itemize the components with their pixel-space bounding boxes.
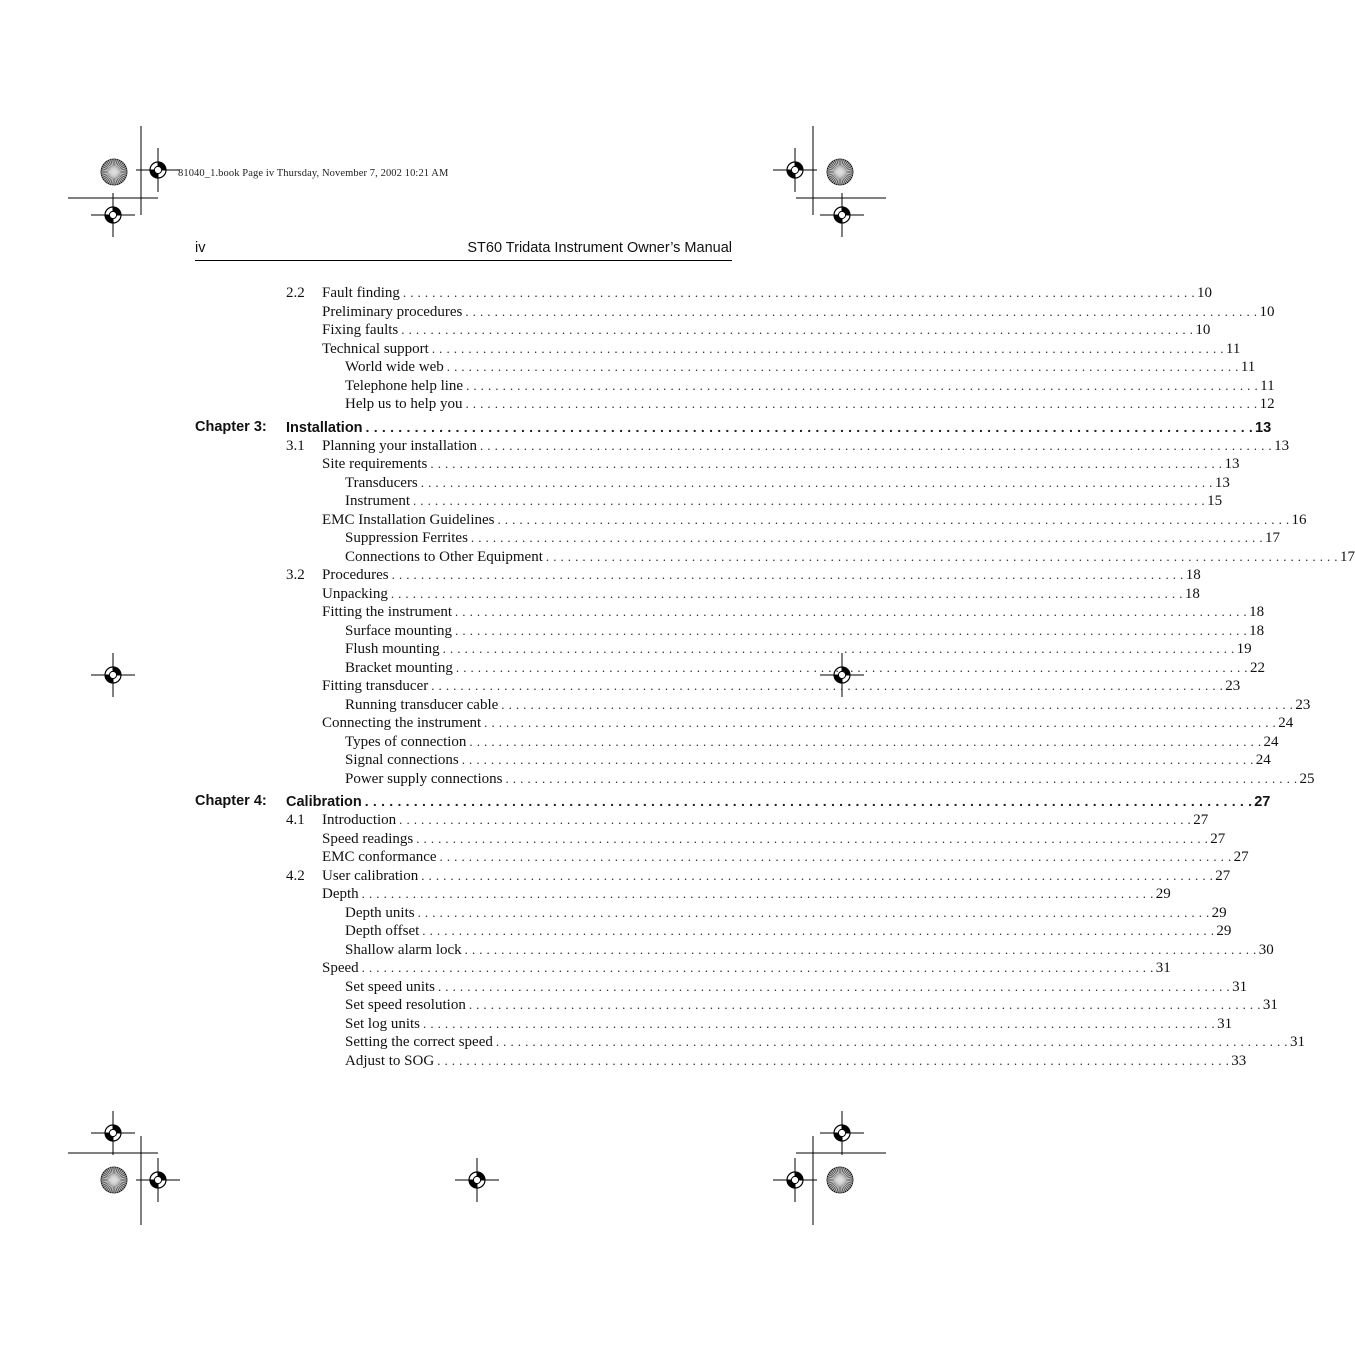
page-reference: 10 <box>1196 285 1212 301</box>
dot-leader: . . . . . . . . . . . . . . . . . . . . . . . . . . . . . . . . . . . . . . . . . . . . . . . . . . . . . . . . . . . . . . . . . . . . . . . . . . . . . . . . . . . . . . . . . . . . . . . . . . . . . . . . . . . . . <box>455 622 1248 638</box>
dot-leader: . . . . . . . . . . . . . . . . . . . . . . . . . . . . . . . . . . . . . . . . . . . . . . . . . . . . . . . . . . . . . . . . . . . . . . . . . . . . . . . . . . . . . . . . . . . . . . . . . . . . . . . . . . . . . <box>420 474 1213 490</box>
page-reference: 25 <box>1299 770 1315 787</box>
toc-entry-row <box>195 885 1171 904</box>
toc-entry-row <box>195 751 1271 770</box>
toc-entry <box>286 418 1272 438</box>
page-reference: 27 <box>1254 794 1271 810</box>
toc-entry <box>345 733 1279 752</box>
toc-entry <box>345 377 1275 396</box>
entry-title: Site requirements <box>322 456 428 472</box>
toc-entry <box>322 455 1240 474</box>
toc-entry <box>322 284 1212 303</box>
toc-entry <box>345 751 1271 770</box>
entry-title: Instrument <box>345 493 410 509</box>
toc-entry-row <box>195 1015 1233 1034</box>
page-reference: 27 <box>1210 830 1226 847</box>
page-reference: 17 <box>1339 548 1355 565</box>
toc-entry-row <box>195 696 1311 715</box>
page-reference: 18 <box>1185 567 1201 583</box>
entry-title: Fault finding <box>322 285 400 301</box>
toc-entry-row <box>195 529 1280 548</box>
page-reference: 16 <box>1291 511 1307 528</box>
toc-entry-row <box>195 830 1226 849</box>
entry-title: Running transducer cable <box>345 696 499 713</box>
toc-entry <box>345 548 1355 567</box>
page-reference: 13 <box>1224 456 1240 472</box>
toc-entry-row <box>195 733 1279 752</box>
dot-leader: . . . . . . . . . . . . . . . . . . . . . . . . . . . . . . . . . . . . . . . . . . . . . . . . . . . . . . . . . . . . . . . . . . . . . . . . . . . . . . . . . . . . . . . . . . . . . . . . . . . . . . . . . . . . . <box>438 978 1231 994</box>
toc-entry <box>322 867 1231 886</box>
page-reference: 15 <box>1207 493 1223 509</box>
toc-entry <box>345 978 1248 997</box>
dot-leader: . . . . . . . . . . . . . . . . . . . . . . . . . . . . . . . . . . . . . . . . . . . . . . . . . . . . . . . . . . . . . . . . . . . . . . . . . . . . . . . . . . . . . . . . . . . . . . . . . . . . . . . . . . . . . <box>469 733 1262 749</box>
entry-title: Surface mounting <box>345 622 453 639</box>
entry-title: Flush mounting <box>345 641 440 657</box>
registration-mark-icon <box>773 148 817 192</box>
toc-entry-row <box>195 377 1275 396</box>
toc-entry <box>286 792 1271 812</box>
entry-title: Connections to Other Equipment <box>345 548 543 565</box>
toc-entry-row <box>195 848 1249 867</box>
page-reference: 10 <box>1259 303 1275 320</box>
dot-leader: . . . . . . . . . . . . . . . . . . . . . . . . . . . . . . . . . . . . . . . . . . . . . . . . . . . . . . . . . . . . . . . . . . . . . . . . . . . . . . . . . . . . . . . . . . . . . . . . . . . . . . . . . . . . . <box>505 770 1298 786</box>
registration-mark-icon <box>820 1111 864 1155</box>
page-reference: 23 <box>1225 678 1241 694</box>
page-reference: 29 <box>1216 923 1232 939</box>
dot-leader: . . . . . . . . . . . . . . . . . . . . . . . . . . . . . . . . . . . . . . . . . . . . . . . . . . . . . . . . . . . . . . . . . . . . . . . . . . . . . . . . . . . . . . . . . . . . . . . . . . . . . . . . . . . . . <box>501 696 1294 712</box>
entry-title: User calibration <box>322 867 419 884</box>
toc-entry <box>345 395 1275 414</box>
entry-title: Telephone help line <box>345 377 464 394</box>
toc-entry <box>345 492 1223 511</box>
toc-entry-row <box>195 714 1294 733</box>
dot-leader: . . . . . . . . . . . . . . . . . . . . . . . . . . . . . . . . . . . . . . . . . . . . . . . . . . . . . . . . . . . . . . . . . . . . . . . . . . . . . . . . . . . . . . . . . . . . . . . . . . . . . . . . . . . . . <box>484 715 1277 730</box>
section-number: 2.2 <box>286 285 305 301</box>
dot-leader: . . . . . . . . . . . . . . . . . . . . . . . . . . . . . . . . . . . . . . . . . . . . . . . . . . . . . . . . . . . . . . . . . . . . . . . . . . . . . . . . . . . . . . . . . . . . . . . . . . . . . . . . . . . . . <box>495 1034 1288 1049</box>
dot-leader: . . . . . . . . . . . . . . . . . . . . . . . . . . . . . . . . . . . . . . . . . . . . . . . . . . . . . . . . . . . . . . . . . . . . . . . . . . . . . . . . . . . . . . . . . . . . . . . . . . . . . . . . . . . . . <box>399 812 1192 827</box>
dot-leader: . . . . . . . . . . . . . . . . . . . . . . . . . . . . . . . . . . . . . . . . . . . . . . . . . . . . . . . . . . . . . . . . . . . . . . . . . . . . . . . . . . . . . . . . . . . . . . . . . . . . . . . . . . . . . <box>465 396 1258 411</box>
star-target-icon <box>101 159 127 185</box>
page-reference: 13 <box>1274 437 1290 454</box>
page-reference: 11 <box>1240 359 1256 375</box>
page-reference: 31 <box>1289 1034 1305 1050</box>
entry-title: Transducers <box>345 474 418 491</box>
dot-leader: . . . . . . . . . . . . . . . . . . . . . . . . . . . . . . . . . . . . . . . . . . . . . . . . . . . . . . . . . . . . . . . . . . . . . . . . . . . . . . . . . . . . . . . . . . . . . . . . . . . . . . . . . . . . . <box>470 530 1263 545</box>
page-reference: 31 <box>1262 997 1278 1013</box>
entry-title: Introduction <box>322 812 397 828</box>
entry-title: Power supply connections <box>345 770 503 787</box>
page-reference: 18 <box>1249 622 1265 639</box>
entry-title: Signal connections <box>345 752 459 768</box>
toc-entry <box>322 566 1201 585</box>
registration-mark-icon <box>136 1158 180 1202</box>
toc-entry-row <box>195 303 1275 322</box>
star-target-icon <box>101 1167 127 1193</box>
entry-title: Preliminary procedures <box>322 303 463 320</box>
dot-leader: . . . . . . . . . . . . . . . . . . . . . . . . . . . . . . . . . . . . . . . . . . . . . . . . . . . . . . . . . . . . . . . . . . . . . . . . . . . . . . . . . . . . . . . . . . . . . . . . . . . . . . . . . . . . . <box>497 511 1290 527</box>
toc-entry <box>322 585 1200 604</box>
running-header <box>195 238 732 261</box>
toc-entry <box>322 811 1209 830</box>
entry-title: Set speed resolution <box>345 997 466 1013</box>
toc-entry <box>345 474 1230 493</box>
dot-leader: . . . . . . . . . . . . . . . . . . . . . . . . . . . . . . . . . . . . . . . . . . . . . . . . . . . . . . . . . . . . . . . . . . . . . . . . . . . . . . . . . . . . . . . . . . . . . . . . . . . . . . . . . . . . . <box>468 997 1261 1012</box>
toc-entry <box>345 996 1278 1015</box>
page-reference: 27 <box>1215 867 1231 884</box>
dot-leader: . . . . . . . . . . . . . . . . . . . . . . . . . . . . . . . . . . . . . . . . . . . . . . . . . . . . . . . . . . . . . . . . . . . . . . . . . . . . . . . . . . . . . . . . . . . . . . . . . . . . . . . . . . . . . <box>455 659 1248 675</box>
page-reference: 22 <box>1249 659 1265 676</box>
toc-entry <box>322 603 1265 622</box>
toc-entry <box>322 714 1294 733</box>
dot-leader: . . . . . . . . . . . . . . . . . . . . . . . . . . . . . . . . . . . . . . . . . . . . . . . . . . . . . . . . . . . . . . . . . . . . . . . . . . . . . . . . . . . . . . . . . . . . . . . . . . . . . . . . . . . . . <box>423 1015 1216 1031</box>
dot-leader: . . . . . . . . . . . . . . . . . . . . . . . . . . . . . . . . . . . . . . . . . . . . . . . . . . . . . . . . . . . . . . . . . . . . . . . . . . . . . . . . . . . . . . . . . . . . . . . . . . . . . . . . . . . . . <box>422 923 1215 938</box>
dot-leader: . . . . . . . . . . . . . . . . . . . . . . . . . . . . . . . . . . . . . . . . . . . . . . . . . . . . . . . . . . . . . . . . . . . . . . . . . . . . . . . . . . . . . . . . . . . . . . . . . . . . . . . . . . . . . <box>361 886 1154 901</box>
dot-leader: . . . . . . . . . . . . . . . . . . . . . . . . . . . . . . . . . . . . . . . . . . . . . . . . . . . . . . . . . . . . . . . . . . . . . . . . . . . . . . . . . . . . . . . . . . . . . . . . . . . . . . . . . . . . . <box>431 340 1224 356</box>
dot-leader: . . . . . . . . . . . . . . . . . . . . . . . . . . . . . . . . . . . . . . . . . . . . . . . . . . . . . . . . . . . . . . . . . . . . . . . . . . . . . . . . . . . . . . . . . . . . . . . . . . . . . . . . . . . . . <box>437 1052 1230 1068</box>
toc-entry <box>345 770 1315 789</box>
toc-entry <box>322 340 1241 359</box>
entry-title: Unpacking <box>322 585 388 602</box>
toc-entry <box>345 922 1232 941</box>
registration-mark-icon <box>91 193 135 237</box>
star-target-icon <box>827 159 853 185</box>
entry-title: EMC conformance <box>322 849 437 865</box>
toc-entry <box>345 1033 1305 1052</box>
entry-title: Setting the correct speed <box>345 1034 493 1050</box>
print-slug-line: 81040_1.book Page iv Thursday, November 7, 2002 10:21 AM <box>178 168 449 179</box>
entry-title: Depth offset <box>345 923 420 939</box>
toc-entry <box>322 677 1241 696</box>
page-reference: 31 <box>1155 960 1171 976</box>
dot-leader: . . . . . . . . . . . . . . . . . . . . . . . . . . . . . . . . . . . . . . . . . . . . . . . . . . . . . . . . . . . . . . . . . . . . . . . . . . . . . . . . . . . . . . . . . . . . . . . . . . . . . . . . . . . . . <box>364 793 1253 809</box>
toc-entry-row <box>195 640 1252 659</box>
toc-entry <box>345 941 1274 960</box>
registration-mark-icon <box>455 1158 499 1202</box>
toc-entry-row <box>195 811 1209 830</box>
toc-entry-row <box>195 474 1230 493</box>
page-reference: 13 <box>1214 474 1230 491</box>
entry-title: Types of connection <box>345 733 467 750</box>
entry-title: Bracket mounting <box>345 659 453 676</box>
toc-entry-row <box>195 677 1241 696</box>
toc-entry <box>345 904 1227 923</box>
dot-leader: . . . . . . . . . . . . . . . . . . . . . . . . . . . . . . . . . . . . . . . . . . . . . . . . . . . . . . . . . . . . . . . . . . . . . . . . . . . . . . . . . . . . . . . . . . . . . . . . . . . . . . . . . . . . . <box>391 567 1184 582</box>
dot-leader: . . . . . . . . . . . . . . . . . . . . . . . . . . . . . . . . . . . . . . . . . . . . . . . . . . . . . . . . . . . . . . . . . . . . . . . . . . . . . . . . . . . . . . . . . . . . . . . . . . . . . . . . . . . . . <box>455 604 1248 619</box>
dot-leader: . . . . . . . . . . . . . . . . . . . . . . . . . . . . . . . . . . . . . . . . . . . . . . . . . . . . . . . . . . . . . . . . . . . . . . . . . . . . . . . . . . . . . . . . . . . . . . . . . . . . . . . . . . . . . <box>421 867 1214 883</box>
dot-leader: . . . . . . . . . . . . . . . . . . . . . . . . . . . . . . . . . . . . . . . . . . . . . . . . . . . . . . . . . . . . . . . . . . . . . . . . . . . . . . . . . . . . . . . . . . . . . . . . . . . . . . . . . . . . . <box>402 285 1195 300</box>
dot-leader: . . . . . . . . . . . . . . . . . . . . . . . . . . . . . . . . . . . . . . . . . . . . . . . . . . . . . . . . . . . . . . . . . . . . . . . . . . . . . . . . . . . . . . . . . . . . . . . . . . . . . . . . . . . . . <box>401 322 1194 337</box>
page-reference: 11 <box>1260 377 1275 394</box>
page-reference: 18 <box>1249 604 1265 620</box>
toc-chapter-row <box>195 418 1272 437</box>
dot-leader: . . . . . . . . . . . . . . . . . . . . . . . . . . . . . . . . . . . . . . . . . . . . . . . . . . . . . . . . . . . . . . . . . . . . . . . . . . . . . . . . . . . . . . . . . . . . . . . . . . . . . . . . . . . . . <box>465 303 1258 319</box>
page-reference: 31 <box>1217 1015 1233 1032</box>
toc-entry <box>322 959 1171 978</box>
entry-title: Speed readings <box>322 830 414 847</box>
toc-entry <box>322 848 1249 867</box>
page-reference: 30 <box>1258 941 1274 958</box>
page-number: iv <box>195 240 206 256</box>
dot-leader: . . . . . . . . . . . . . . . . . . . . . . . . . . . . . . . . . . . . . . . . . . . . . . . . . . . . . . . . . . . . . . . . . . . . . . . . . . . . . . . . . . . . . . . . . . . . . . . . . . . . . . . . . . . . . <box>365 418 1253 435</box>
toc-entry <box>345 1015 1233 1034</box>
toc-entry-row <box>195 996 1278 1015</box>
dot-leader: . . . . . . . . . . . . . . . . . . . . . . . . . . . . . . . . . . . . . . . . . . . . . . . . . . . . . . . . . . . . . . . . . . . . . . . . . . . . . . . . . . . . . . . . . . . . . . . . . . . . . . . . . . . . . <box>413 493 1206 508</box>
entry-title: Adjust to SOG <box>345 1052 435 1069</box>
page-reference: 12 <box>1259 396 1275 412</box>
page-reference: 13 <box>1255 419 1272 436</box>
page-reference: 24 <box>1263 733 1279 750</box>
dot-leader: . . . . . . . . . . . . . . . . . . . . . . . . . . . . . . . . . . . . . . . . . . . . . . . . . . . . . . . . . . . . . . . . . . . . . . . . . . . . . . . . . . . . . . . . . . . . . . . . . . . . . . . . . . . . . <box>464 941 1257 957</box>
toc-entry-row <box>195 340 1241 359</box>
manual-title: ST60 Tridata Instrument Owner’s Manual <box>467 240 732 256</box>
toc-entry-row <box>195 867 1231 886</box>
entry-title: Procedures <box>322 567 389 583</box>
entry-title: Installation <box>286 419 363 436</box>
toc-entry-row <box>195 922 1232 941</box>
dot-leader: . . . . . . . . . . . . . . . . . . . . . . . . . . . . . . . . . . . . . . . . . . . . . . . . . . . . . . . . . . . . . . . . . . . . . . . . . . . . . . . . . . . . . . . . . . . . . . . . . . . . . . . . . . . . . <box>431 678 1224 693</box>
toc-chapter-row <box>195 792 1271 811</box>
page-reference: 24 <box>1278 715 1294 731</box>
toc-entry-row <box>195 1033 1305 1052</box>
page-reference: 31 <box>1232 978 1248 995</box>
page-reference: 27 <box>1193 812 1209 828</box>
toc-entry <box>322 830 1226 849</box>
entry-title: Planning your installation <box>322 437 477 454</box>
registration-mark-icon <box>136 148 180 192</box>
entry-title: Calibration <box>286 794 362 810</box>
page-reference: 29 <box>1211 904 1227 921</box>
chapter-label: Chapter 4: <box>195 793 267 809</box>
entry-title: Suppression Ferrites <box>345 530 468 546</box>
toc-entry <box>322 303 1275 322</box>
toc-entry <box>345 529 1280 548</box>
section-number: 4.2 <box>286 867 305 884</box>
toc-entry-row <box>195 284 1212 303</box>
page-reference: 27 <box>1233 849 1249 865</box>
toc-entry-row <box>195 492 1223 511</box>
entry-title: Speed <box>322 960 359 976</box>
entry-title: Set log units <box>345 1015 421 1032</box>
page-reference: 10 <box>1195 322 1211 338</box>
toc-entry-row <box>195 548 1355 567</box>
toc-entry <box>322 885 1171 904</box>
dot-leader: . . . . . . . . . . . . . . . . . . . . . . . . . . . . . . . . . . . . . . . . . . . . . . . . . . . . . . . . . . . . . . . . . . . . . . . . . . . . . . . . . . . . . . . . . . . . . . . . . . . . . . . . . . . . . <box>480 437 1273 453</box>
toc-entry <box>322 321 1211 340</box>
dot-leader: . . . . . . . . . . . . . . . . . . . . . . . . . . . . . . . . . . . . . . . . . . . . . . . . . . . . . . . . . . . . . . . . . . . . . . . . . . . . . . . . . . . . . . . . . . . . . . . . . . . . . . . . . . . . . <box>417 904 1210 920</box>
page-reference: 29 <box>1155 886 1171 902</box>
entry-title: EMC Installation Guidelines <box>322 511 495 528</box>
entry-title: Fitting the instrument <box>322 604 452 620</box>
dot-leader: . . . . . . . . . . . . . . . . . . . . . . . . . . . . . . . . . . . . . . . . . . . . . . . . . . . . . . . . . . . . . . . . . . . . . . . . . . . . . . . . . . . . . . . . . . . . . . . . . . . . . . . . . . . . . <box>430 456 1223 471</box>
toc-entry <box>345 358 1256 377</box>
dot-leader: . . . . . . . . . . . . . . . . . . . . . . . . . . . . . . . . . . . . . . . . . . . . . . . . . . . . . . . . . . . . . . . . . . . . . . . . . . . . . . . . . . . . . . . . . . . . . . . . . . . . . . . . . . . . . <box>390 585 1183 601</box>
star-target-icon <box>827 1167 853 1193</box>
toc-entry <box>345 659 1265 678</box>
dot-leader: . . . . . . . . . . . . . . . . . . . . . . . . . . . . . . . . . . . . . . . . . . . . . . . . . . . . . . . . . . . . . . . . . . . . . . . . . . . . . . . . . . . . . . . . . . . . . . . . . . . . . . . . . . . . . <box>466 377 1259 393</box>
dot-leader: . . . . . . . . . . . . . . . . . . . . . . . . . . . . . . . . . . . . . . . . . . . . . . . . . . . . . . . . . . . . . . . . . . . . . . . . . . . . . . . . . . . . . . . . . . . . . . . . . . . . . . . . . . . . . <box>416 830 1209 846</box>
toc-entry <box>345 696 1311 715</box>
dot-leader: . . . . . . . . . . . . . . . . . . . . . . . . . . . . . . . . . . . . . . . . . . . . . . . . . . . . . . . . . . . . . . . . . . . . . . . . . . . . . . . . . . . . . . . . . . . . . . . . . . . . . . . . . . . . . <box>446 359 1239 374</box>
toc-entry <box>345 1052 1247 1071</box>
toc-entry-row <box>195 395 1275 414</box>
entry-title: Depth <box>322 886 359 902</box>
table-of-contents <box>195 284 1355 1070</box>
section-number: 3.1 <box>286 437 305 454</box>
toc-entry-row <box>195 904 1227 923</box>
toc-entry-row <box>195 358 1256 377</box>
registration-mark-icon <box>820 193 864 237</box>
page-reference: 11 <box>1225 340 1241 357</box>
toc-entry-row <box>195 941 1274 960</box>
toc-entry <box>322 437 1290 456</box>
toc-entry-row <box>195 585 1200 604</box>
toc-entry-row <box>195 566 1201 585</box>
toc-entry-row <box>195 978 1248 997</box>
toc-entry-row <box>195 321 1211 340</box>
entry-title: Shallow alarm lock <box>345 941 462 958</box>
entry-title: Fitting transducer <box>322 678 429 694</box>
toc-entry-row <box>195 770 1315 789</box>
page-reference: 23 <box>1295 696 1311 713</box>
toc-entry <box>345 622 1265 641</box>
entry-title: Fixing faults <box>322 322 399 338</box>
registration-mark-icon <box>91 653 135 697</box>
section-number: 3.2 <box>286 567 305 583</box>
dot-leader: . . . . . . . . . . . . . . . . . . . . . . . . . . . . . . . . . . . . . . . . . . . . . . . . . . . . . . . . . . . . . . . . . . . . . . . . . . . . . . . . . . . . . . . . . . . . . . . . . . . . . . . . . . . . . <box>361 960 1154 975</box>
toc-entry <box>322 511 1307 530</box>
entry-title: Technical support <box>322 340 429 357</box>
page-reference: 18 <box>1184 585 1200 602</box>
toc-entry-row <box>195 437 1290 456</box>
entry-title: Help us to help you <box>345 396 463 412</box>
chapter-label: Chapter 3: <box>195 418 267 435</box>
toc-entry <box>345 640 1252 659</box>
page-reference: 24 <box>1255 752 1271 768</box>
dot-leader: . . . . . . . . . . . . . . . . . . . . . . . . . . . . . . . . . . . . . . . . . . . . . . . . . . . . . . . . . . . . . . . . . . . . . . . . . . . . . . . . . . . . . . . . . . . . . . . . . . . . . . . . . . . . . <box>439 849 1232 864</box>
registration-mark-icon <box>773 1158 817 1202</box>
page-reference: 17 <box>1264 530 1280 546</box>
entry-title: World wide web <box>345 359 444 375</box>
toc-entry-row <box>195 455 1240 474</box>
dot-leader: . . . . . . . . . . . . . . . . . . . . . . . . . . . . . . . . . . . . . . . . . . . . . . . . . . . . . . . . . . . . . . . . . . . . . . . . . . . . . . . . . . . . . . . . . . . . . . . . . . . . . . . . . . . . . <box>545 548 1338 564</box>
entry-title: Depth units <box>345 904 415 921</box>
toc-entry-row <box>195 511 1307 530</box>
page-reference: 19 <box>1236 641 1252 657</box>
section-number: 4.1 <box>286 812 305 828</box>
dot-leader: . . . . . . . . . . . . . . . . . . . . . . . . . . . . . . . . . . . . . . . . . . . . . . . . . . . . . . . . . . . . . . . . . . . . . . . . . . . . . . . . . . . . . . . . . . . . . . . . . . . . . . . . . . . . . <box>461 752 1254 767</box>
toc-entry-row <box>195 622 1265 641</box>
toc-entry-row <box>195 959 1171 978</box>
dot-leader: . . . . . . . . . . . . . . . . . . . . . . . . . . . . . . . . . . . . . . . . . . . . . . . . . . . . . . . . . . . . . . . . . . . . . . . . . . . . . . . . . . . . . . . . . . . . . . . . . . . . . . . . . . . . . <box>442 641 1235 656</box>
page-reference: 33 <box>1231 1052 1247 1069</box>
entry-title: Connecting the instrument <box>322 715 482 731</box>
toc-entry-row <box>195 1052 1247 1071</box>
registration-mark-icon <box>91 1111 135 1155</box>
entry-title: Set speed units <box>345 978 435 995</box>
toc-entry-row <box>195 603 1265 622</box>
toc-entry-row <box>195 659 1265 678</box>
